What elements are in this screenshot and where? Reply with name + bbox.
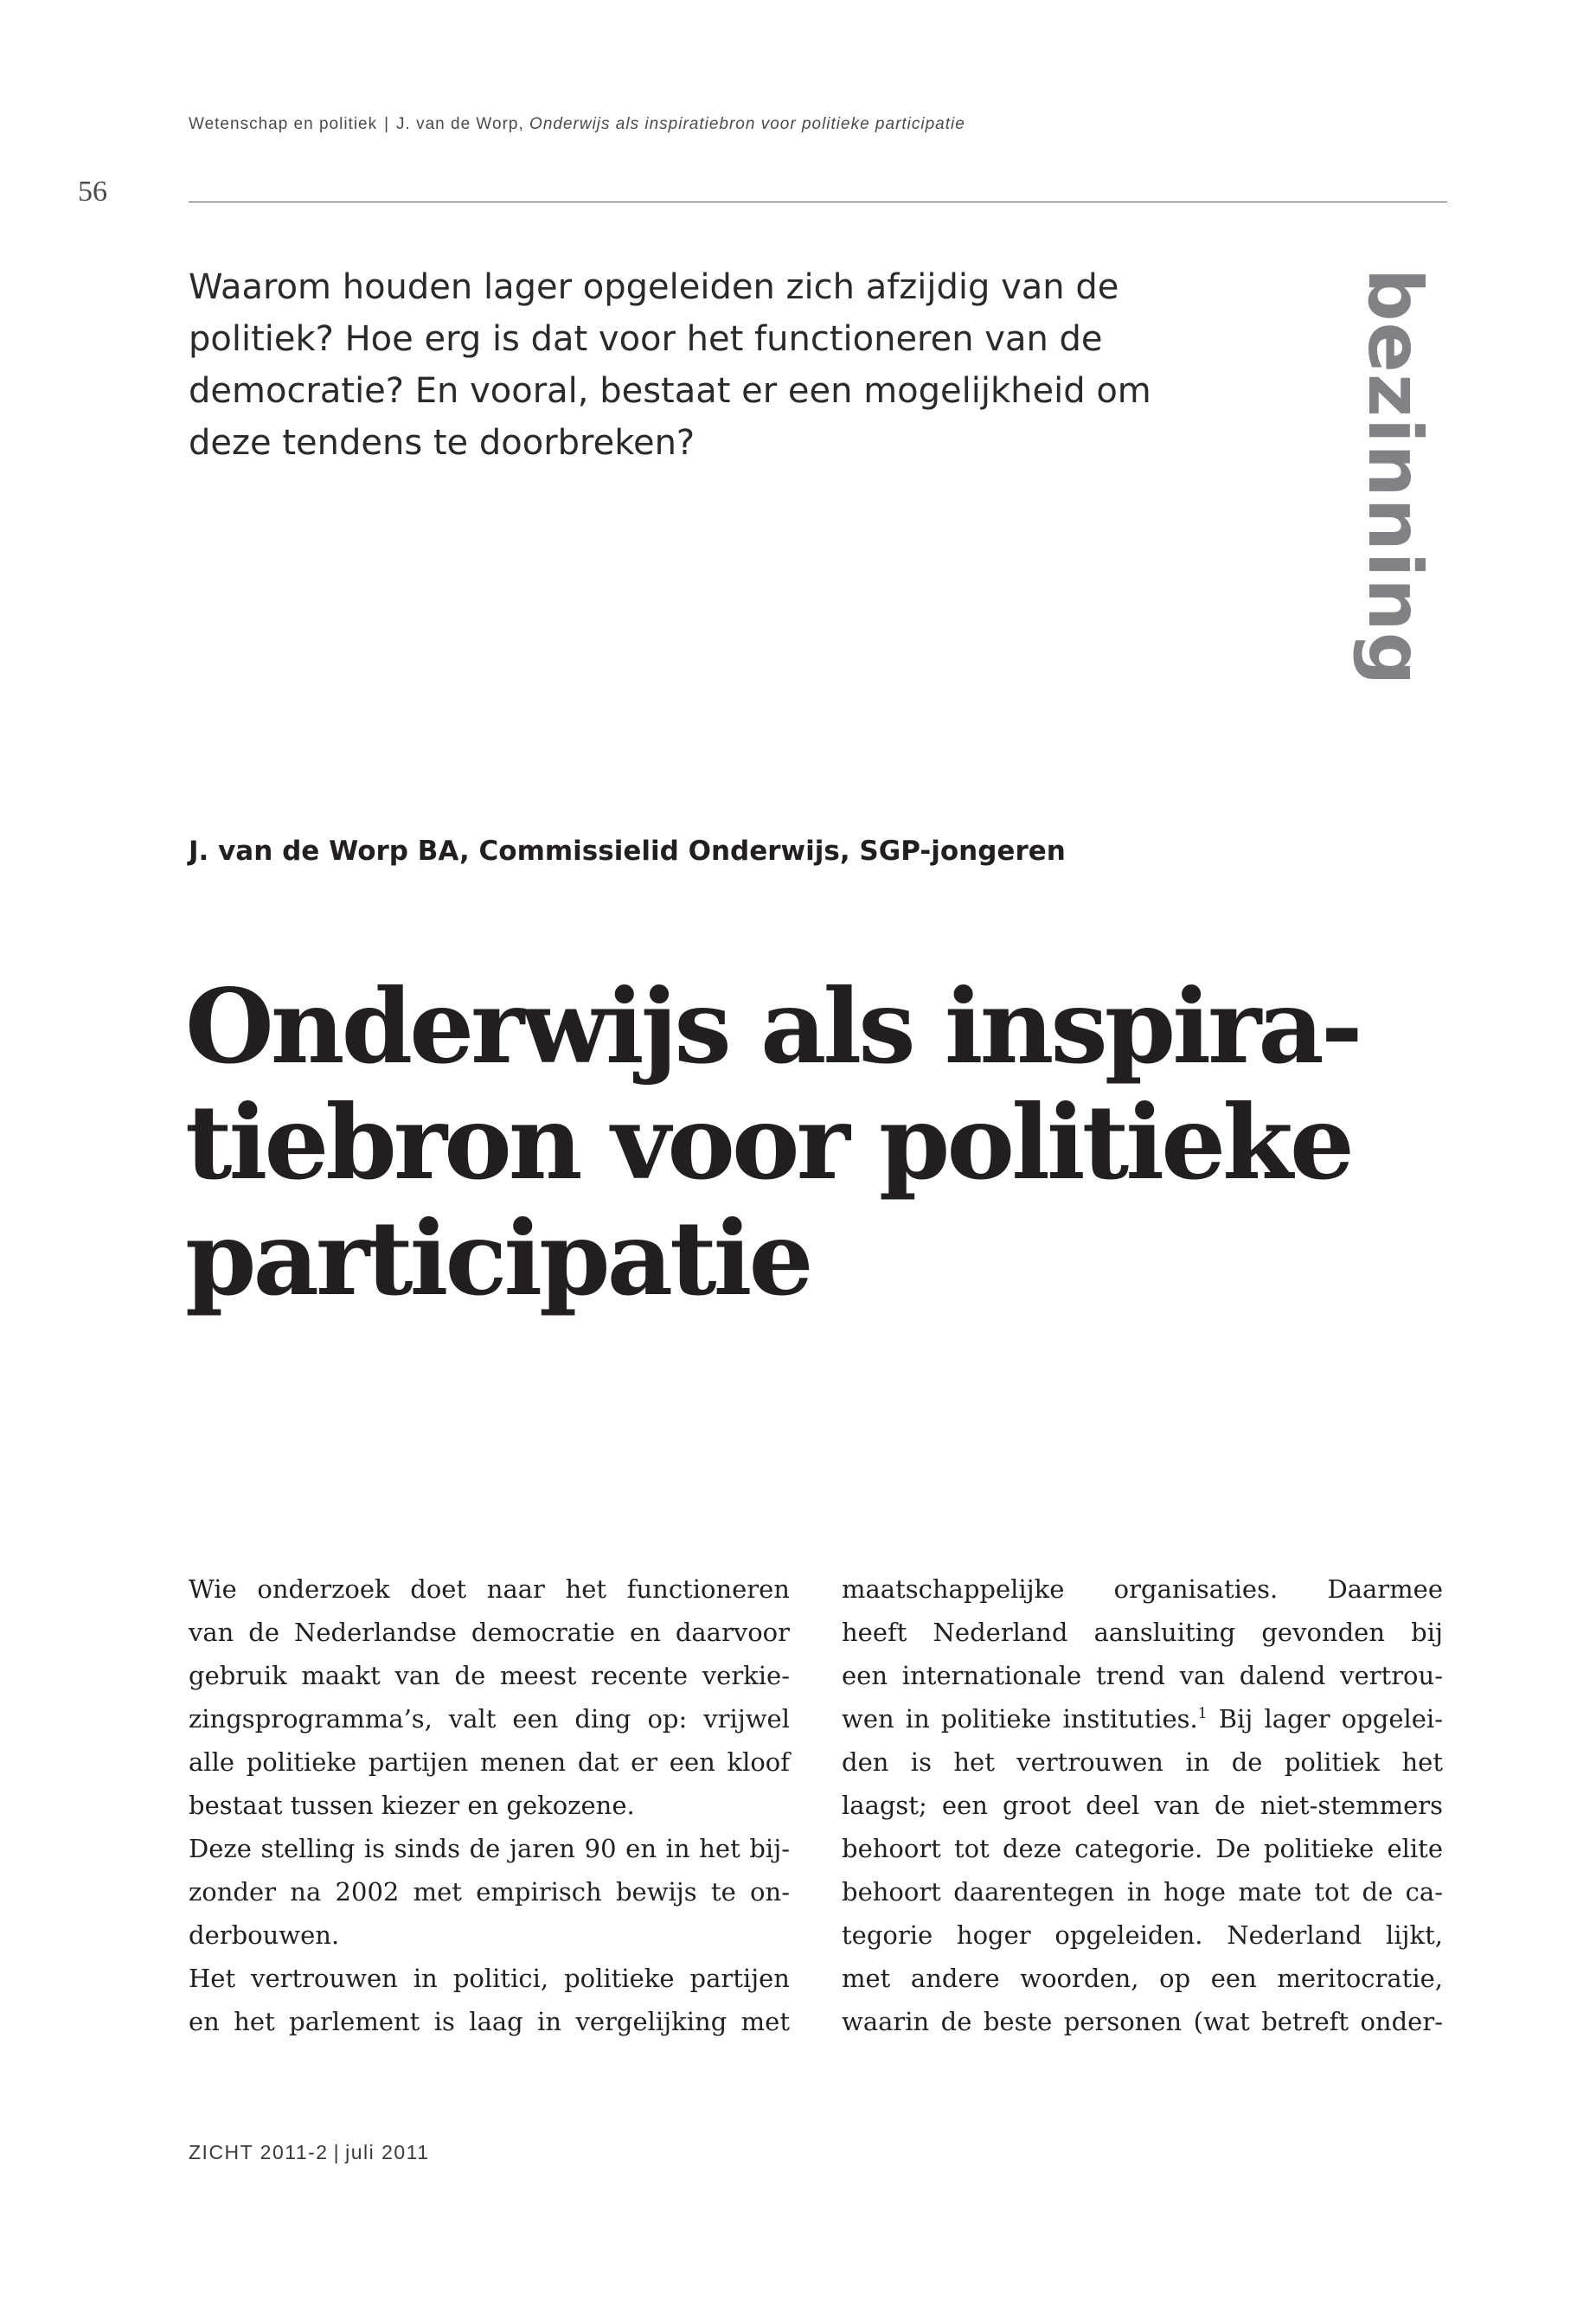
body-line: met andere woorden, op een meritocratie, [842,1964,1443,1993]
body-line: behoort daarentegen in hoge mate tot de ca- [842,1877,1443,1907]
body-line: behoort tot deze categorie. De politieke elite [842,1834,1443,1863]
body-line: heeft Nederland aansluiting gevonden bij [842,1618,1443,1647]
running-head-author: J. van de Worp, [396,115,524,133]
body-line: gebruik maakt van de meest recente verkie- [189,1661,790,1690]
headline-line-3: participatie [185,1198,811,1318]
body-line: den is het vertrouwen in de politiek het [842,1747,1443,1777]
body-line: derbouwen. [189,1920,340,1950]
body-line: alle politieke partijen menen dat er een kloof [189,1747,790,1777]
body-line: tegorie hoger opgeleiden. Nederland lijkt, [842,1920,1443,1950]
body-text: Bij lager opgelei- [1218,1704,1443,1734]
article-headline [185,966,1360,1318]
body-line: Wie onderzoek doet naar het functioneren [189,1574,790,1604]
body-line: Het vertrouwen in politici, politieke partijen [189,1964,790,1993]
footer-separator: | [333,2141,341,2163]
body-line: en het parlement is laag in vergelijking met [189,2007,790,2036]
running-head-separator: | [384,115,390,133]
section-label: bezinning [1351,268,1438,687]
running-head [189,115,965,134]
body-line: bestaat tussen kiezer en gekozene. [189,1791,635,1820]
body-column-left [189,1567,790,2043]
body-line: van de Nederlandse democratie en daarvoor [189,1618,790,1647]
body-line: maatschappelijke organisaties. Daarmee [842,1574,1443,1604]
body-text: wen in politieke instituties. [842,1704,1198,1734]
footer-journal: ZICHT 2011-2 [189,2141,329,2163]
body-line: zingsprogramma’s, valt een ding op: vrijwel [189,1704,790,1734]
running-head-article-title: Onderwijs als inspiratiebron voor politieke participatie [529,115,965,133]
running-head-section: Wetenschap en politiek [189,115,378,133]
body-column-right [842,1567,1443,2043]
author-line: J. van de Worp BA, Commissielid Onderwijs, SGP-jongeren [189,836,1066,867]
body-line-with-footnote [842,1697,1443,1740]
body-line: zonder na 2002 met empirisch bewijs te on- [189,1877,790,1907]
footnote-ref[interactable]: 1 [1197,1705,1208,1722]
headline-line-1: Onderwijs als inspira- [185,966,1360,1086]
intro-paragraph: Waarom houden lager opgeleiden zich afzijdig van de politiek? Hoe erg is dat voor het functioneren van de democratie? En vooral, bestaat er een mogelijkheid om deze tendens te doorbreken? [189,267,1151,463]
headline-line-2: tiebron voor politieke [185,1082,1351,1202]
page-number: 56 [78,176,107,208]
page-footer [189,2141,430,2164]
body-line: Deze stelling is sinds de jaren 90 en in het bij- [189,1834,790,1863]
footer-date: juli 2011 [345,2141,430,2163]
body-line: waarin de beste personen (wat betreft onder- [842,2007,1443,2036]
body-line: laagst; een groot deel van de niet-stemmers [842,1791,1443,1820]
body-line: een internationale trend van dalend vertrou- [842,1661,1443,1690]
